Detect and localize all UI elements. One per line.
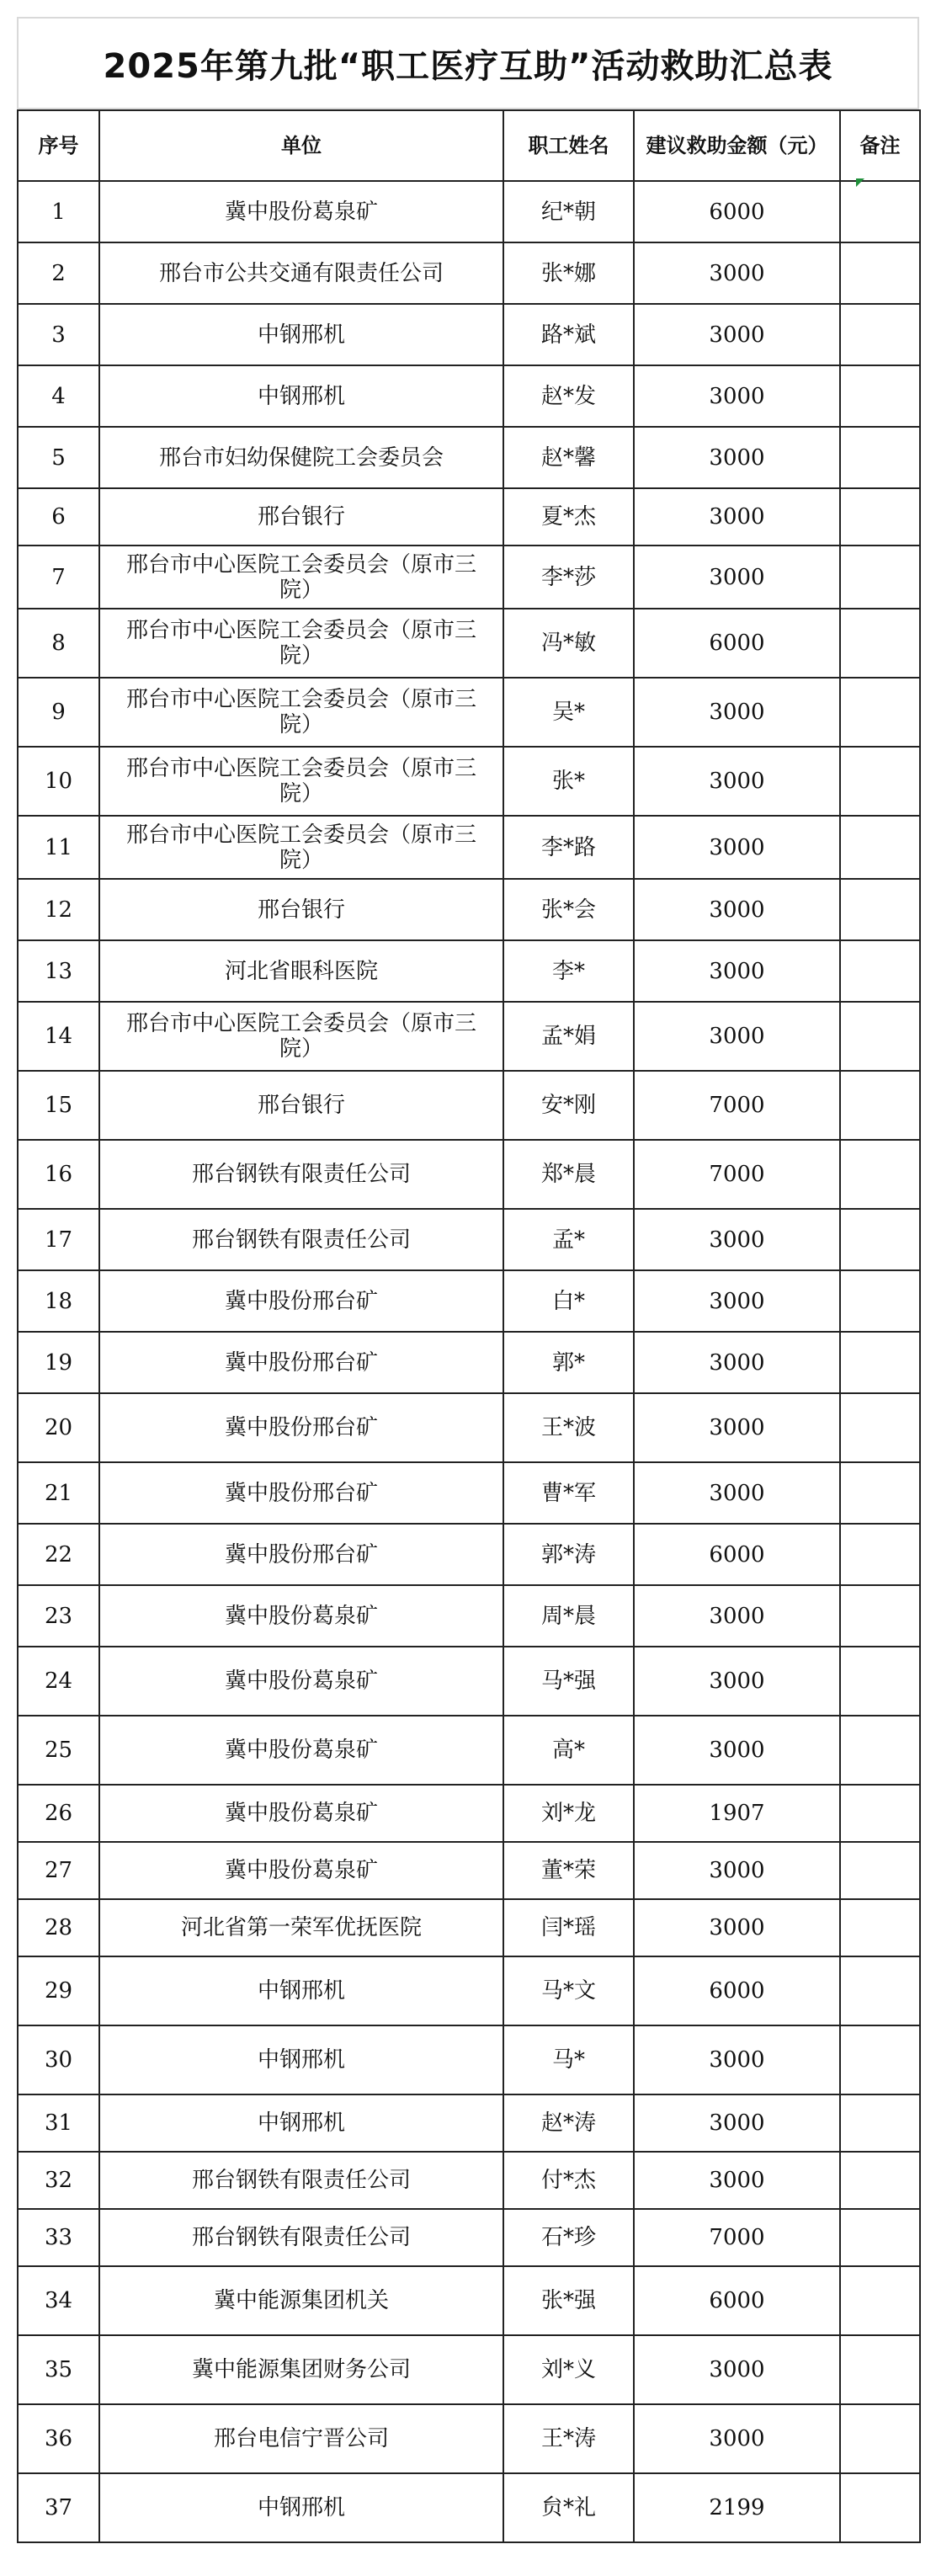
row-amount-cell: 3000	[634, 1842, 840, 1899]
header-name: 职工姓名	[503, 110, 634, 181]
row-name-cell: 刘*义	[503, 2335, 634, 2404]
row-unit-cell: 冀中股份邢台矿	[99, 1462, 503, 1524]
table-row	[18, 1071, 920, 1140]
row-unit-cell: 邢台银行	[99, 879, 503, 940]
row-name-cell: 孟*	[503, 1209, 634, 1270]
table-row	[18, 678, 920, 747]
row-name-cell: 周*晨	[503, 1585, 634, 1647]
row-remark-cell	[840, 488, 920, 546]
table-row	[18, 1462, 920, 1524]
row-unit-cell: 冀中股份葛泉矿	[99, 1842, 503, 1899]
row-name-cell: 高*	[503, 1716, 634, 1785]
row-remark-cell	[840, 2209, 920, 2266]
row-unit-cell: 冀中股份邢台矿	[99, 1270, 503, 1332]
row-remark-cell	[840, 2152, 920, 2209]
row-index-cell: 26	[18, 1785, 99, 1842]
header-unit: 单位	[99, 110, 503, 181]
row-name-cell: 赵*馨	[503, 427, 634, 488]
row-amount-cell: 3000	[634, 427, 840, 488]
row-unit-cell: 冀中股份邢台矿	[99, 1393, 503, 1462]
row-amount-cell: 3000	[634, 1647, 840, 1716]
row-remark-cell	[840, 2335, 920, 2404]
row-name-cell: 张*娜	[503, 242, 634, 304]
row-index-cell: 15	[18, 1071, 99, 1140]
row-name-cell: 纪*朝	[503, 181, 634, 242]
row-remark-cell	[840, 1270, 920, 1332]
row-unit-cell: 中钢邢机	[99, 365, 503, 427]
table-row	[18, 1332, 920, 1393]
row-name-cell: 李*	[503, 940, 634, 1002]
row-amount-cell: 3000	[634, 2025, 840, 2094]
row-remark-cell	[840, 747, 920, 816]
row-remark-cell	[840, 304, 920, 365]
table-row	[18, 940, 920, 1002]
table-row	[18, 2152, 920, 2209]
row-index-cell: 36	[18, 2404, 99, 2473]
row-index-cell: 34	[18, 2266, 99, 2335]
row-name-cell: 刘*龙	[503, 1785, 634, 1842]
row-index-cell: 27	[18, 1842, 99, 1899]
row-name-cell: 马*文	[503, 1956, 634, 2025]
row-remark-cell	[840, 1462, 920, 1524]
row-index-cell: 33	[18, 2209, 99, 2266]
row-remark-cell	[840, 1393, 920, 1462]
row-name-cell: 安*刚	[503, 1071, 634, 1140]
row-amount-cell: 2199	[634, 2473, 840, 2542]
table-row	[18, 1393, 920, 1462]
row-remark-cell	[840, 678, 920, 747]
row-unit-cell: 邢台市中心医院工会委员会（原市三院）	[99, 609, 503, 678]
table-row	[18, 365, 920, 427]
table-row	[18, 816, 920, 879]
row-remark-cell	[840, 1002, 920, 1071]
row-remark-cell	[840, 1716, 920, 1785]
row-index-cell: 14	[18, 1002, 99, 1071]
row-amount-cell: 7000	[634, 1140, 840, 1209]
row-index-cell: 3	[18, 304, 99, 365]
row-name-cell: 董*荣	[503, 1842, 634, 1899]
row-name-cell: 孟*娟	[503, 1002, 634, 1071]
row-remark-cell	[840, 546, 920, 609]
row-unit-cell: 冀中股份葛泉矿	[99, 1585, 503, 1647]
row-amount-cell: 7000	[634, 2209, 840, 2266]
row-unit-cell: 河北省眼科医院	[99, 940, 503, 1002]
row-name-cell: 冯*敏	[503, 609, 634, 678]
row-unit-cell: 邢台钢铁有限责任公司	[99, 2209, 503, 2266]
row-amount-cell: 3000	[634, 488, 840, 546]
table-row	[18, 2404, 920, 2473]
row-index-cell: 1	[18, 181, 99, 242]
row-name-cell: 夏*杰	[503, 488, 634, 546]
row-remark-cell	[840, 2266, 920, 2335]
row-amount-cell: 3000	[634, 365, 840, 427]
row-unit-cell: 邢台银行	[99, 1071, 503, 1140]
row-index-cell: 29	[18, 1956, 99, 2025]
row-name-cell: 赵*发	[503, 365, 634, 427]
row-name-cell: 李*路	[503, 816, 634, 879]
row-index-cell: 28	[18, 1899, 99, 1956]
row-name-cell: 贠*礼	[503, 2473, 634, 2542]
row-name-cell: 马*强	[503, 1647, 634, 1716]
row-name-cell: 张*强	[503, 2266, 634, 2335]
row-unit-cell: 邢台市公共交通有限责任公司	[99, 242, 503, 304]
row-index-cell: 23	[18, 1585, 99, 1647]
row-unit-cell: 邢台市中心医院工会委员会（原市三院）	[99, 678, 503, 747]
row-unit-cell: 邢台钢铁有限责任公司	[99, 1209, 503, 1270]
row-remark-cell	[840, 1956, 920, 2025]
row-index-cell: 4	[18, 365, 99, 427]
table-row	[18, 747, 920, 816]
row-amount-cell: 3000	[634, 747, 840, 816]
row-name-cell: 白*	[503, 1270, 634, 1332]
row-index-cell: 5	[18, 427, 99, 488]
row-amount-cell: 6000	[634, 181, 840, 242]
row-amount-cell: 3000	[634, 242, 840, 304]
row-name-cell: 郑*晨	[503, 1140, 634, 1209]
header-remark: 备注	[840, 110, 920, 181]
row-name-cell: 王*涛	[503, 2404, 634, 2473]
row-index-cell: 11	[18, 816, 99, 879]
row-remark-cell	[840, 1647, 920, 1716]
table-row	[18, 2025, 920, 2094]
row-unit-cell: 冀中能源集团财务公司	[99, 2335, 503, 2404]
row-remark-cell	[840, 879, 920, 940]
row-unit-cell: 中钢邢机	[99, 1956, 503, 2025]
row-remark-cell	[840, 1209, 920, 1270]
row-remark-cell	[840, 2404, 920, 2473]
table-row	[18, 427, 920, 488]
row-unit-cell: 中钢邢机	[99, 2025, 503, 2094]
row-amount-cell: 3000	[634, 940, 840, 1002]
table-row	[18, 181, 920, 242]
row-unit-cell: 邢台市中心医院工会委员会（原市三院）	[99, 747, 503, 816]
row-index-cell: 10	[18, 747, 99, 816]
table-row	[18, 1140, 920, 1209]
row-index-cell: 20	[18, 1393, 99, 1462]
table-row	[18, 304, 920, 365]
table-row	[18, 2209, 920, 2266]
row-unit-cell: 冀中股份葛泉矿	[99, 1785, 503, 1842]
table-row	[18, 609, 920, 678]
row-remark-cell	[840, 816, 920, 879]
table-row	[18, 546, 920, 609]
row-remark-cell	[840, 1842, 920, 1899]
table-row	[18, 1899, 920, 1956]
row-index-cell: 7	[18, 546, 99, 609]
header-row	[18, 110, 920, 181]
row-amount-cell: 6000	[634, 1524, 840, 1585]
row-remark-cell	[840, 1071, 920, 1140]
row-amount-cell: 3000	[634, 1716, 840, 1785]
row-name-cell: 王*波	[503, 1393, 634, 1462]
table-row	[18, 488, 920, 546]
row-unit-cell: 冀中股份邢台矿	[99, 1524, 503, 1585]
row-index-cell: 2	[18, 242, 99, 304]
row-unit-cell: 中钢邢机	[99, 304, 503, 365]
row-amount-cell: 3000	[634, 546, 840, 609]
row-index-cell: 17	[18, 1209, 99, 1270]
row-unit-cell: 河北省第一荣军优抚医院	[99, 1899, 503, 1956]
table-row	[18, 1585, 920, 1647]
header-amount: 建议救助金额（元）	[634, 110, 840, 181]
relief-table	[17, 109, 921, 2543]
table-row	[18, 2335, 920, 2404]
row-amount-cell: 3000	[634, 2152, 840, 2209]
table-row	[18, 879, 920, 940]
row-remark-cell	[840, 940, 920, 1002]
table-row	[18, 2094, 920, 2152]
row-unit-cell: 邢台市中心医院工会委员会（原市三院）	[99, 816, 503, 879]
row-name-cell: 郭*涛	[503, 1524, 634, 1585]
row-index-cell: 9	[18, 678, 99, 747]
row-unit-cell: 邢台钢铁有限责任公司	[99, 1140, 503, 1209]
row-remark-cell	[840, 609, 920, 678]
row-remark-cell	[840, 2094, 920, 2152]
row-remark-cell	[840, 2025, 920, 2094]
table-row	[18, 1716, 920, 1785]
row-amount-cell: 3000	[634, 1332, 840, 1393]
row-amount-cell: 3000	[634, 1270, 840, 1332]
row-unit-cell: 中钢邢机	[99, 2473, 503, 2542]
row-index-cell: 31	[18, 2094, 99, 2152]
row-amount-cell: 6000	[634, 609, 840, 678]
row-amount-cell: 3000	[634, 1899, 840, 1956]
row-index-cell: 12	[18, 879, 99, 940]
row-index-cell: 19	[18, 1332, 99, 1393]
row-index-cell: 24	[18, 1647, 99, 1716]
table-row	[18, 1956, 920, 2025]
row-name-cell: 吴*	[503, 678, 634, 747]
table-row	[18, 2266, 920, 2335]
row-amount-cell: 3000	[634, 1002, 840, 1071]
row-name-cell: 曹*军	[503, 1462, 634, 1524]
row-unit-cell: 邢台市妇幼保健院工会委员会	[99, 427, 503, 488]
row-name-cell: 赵*涛	[503, 2094, 634, 2152]
row-unit-cell: 邢台市中心医院工会委员会（原市三院）	[99, 1002, 503, 1071]
row-index-cell: 6	[18, 488, 99, 546]
row-name-cell: 石*珍	[503, 2209, 634, 2266]
row-remark-cell	[840, 1524, 920, 1585]
row-amount-cell: 1907	[634, 1785, 840, 1842]
row-remark-cell	[840, 181, 920, 242]
row-unit-cell: 冀中股份葛泉矿	[99, 1716, 503, 1785]
row-name-cell: 闫*瑶	[503, 1899, 634, 1956]
row-remark-cell	[840, 1140, 920, 1209]
row-unit-cell: 邢台市中心医院工会委员会（原市三院）	[99, 546, 503, 609]
row-remark-cell	[840, 427, 920, 488]
row-amount-cell: 6000	[634, 2266, 840, 2335]
row-amount-cell: 3000	[634, 2404, 840, 2473]
row-index-cell: 16	[18, 1140, 99, 1209]
row-amount-cell: 6000	[634, 1956, 840, 2025]
row-amount-cell: 3000	[634, 2094, 840, 2152]
row-unit-cell: 邢台电信宁晋公司	[99, 2404, 503, 2473]
row-remark-cell	[840, 1332, 920, 1393]
table-row	[18, 1524, 920, 1585]
row-index-cell: 35	[18, 2335, 99, 2404]
table-row	[18, 1647, 920, 1716]
row-unit-cell: 冀中股份葛泉矿	[99, 181, 503, 242]
row-amount-cell: 3000	[634, 304, 840, 365]
row-index-cell: 37	[18, 2473, 99, 2542]
row-index-cell: 30	[18, 2025, 99, 2094]
table-row	[18, 1270, 920, 1332]
row-unit-cell: 冀中股份邢台矿	[99, 1332, 503, 1393]
row-amount-cell: 3000	[634, 1209, 840, 1270]
row-amount-cell: 3000	[634, 1393, 840, 1462]
row-name-cell: 李*莎	[503, 546, 634, 609]
row-amount-cell: 3000	[634, 816, 840, 879]
row-amount-cell: 3000	[634, 879, 840, 940]
row-name-cell: 张*会	[503, 879, 634, 940]
row-name-cell: 付*杰	[503, 2152, 634, 2209]
row-name-cell: 张*	[503, 747, 634, 816]
row-index-cell: 21	[18, 1462, 99, 1524]
row-amount-cell: 3000	[634, 1585, 840, 1647]
row-index-cell: 32	[18, 2152, 99, 2209]
row-name-cell: 马*	[503, 2025, 634, 2094]
table-row	[18, 2473, 920, 2542]
row-remark-cell	[840, 2473, 920, 2542]
row-amount-cell: 3000	[634, 2335, 840, 2404]
header-index: 序号	[18, 110, 99, 181]
row-amount-cell: 3000	[634, 1462, 840, 1524]
table-row	[18, 1209, 920, 1270]
table-row	[18, 1785, 920, 1842]
row-amount-cell: 3000	[634, 678, 840, 747]
row-remark-cell	[840, 1585, 920, 1647]
sheet-title: 2025年第九批“职工医疗互助”活动救助汇总表	[17, 17, 919, 109]
row-unit-cell: 邢台银行	[99, 488, 503, 546]
table-row	[18, 242, 920, 304]
row-index-cell: 25	[18, 1716, 99, 1785]
row-index-cell: 22	[18, 1524, 99, 1585]
row-name-cell: 路*斌	[503, 304, 634, 365]
row-unit-cell: 冀中股份葛泉矿	[99, 1647, 503, 1716]
row-unit-cell: 中钢邢机	[99, 2094, 503, 2152]
cell-comment-marker	[856, 178, 864, 187]
row-index-cell: 13	[18, 940, 99, 1002]
table-row	[18, 1842, 920, 1899]
row-remark-cell	[840, 1785, 920, 1842]
row-amount-cell: 7000	[634, 1071, 840, 1140]
row-index-cell: 18	[18, 1270, 99, 1332]
row-index-cell: 8	[18, 609, 99, 678]
row-remark-cell	[840, 1899, 920, 1956]
row-remark-cell	[840, 365, 920, 427]
table-row	[18, 1002, 920, 1071]
row-remark-cell	[840, 242, 920, 304]
row-name-cell: 郭*	[503, 1332, 634, 1393]
row-unit-cell: 邢台钢铁有限责任公司	[99, 2152, 503, 2209]
row-unit-cell: 冀中能源集团机关	[99, 2266, 503, 2335]
